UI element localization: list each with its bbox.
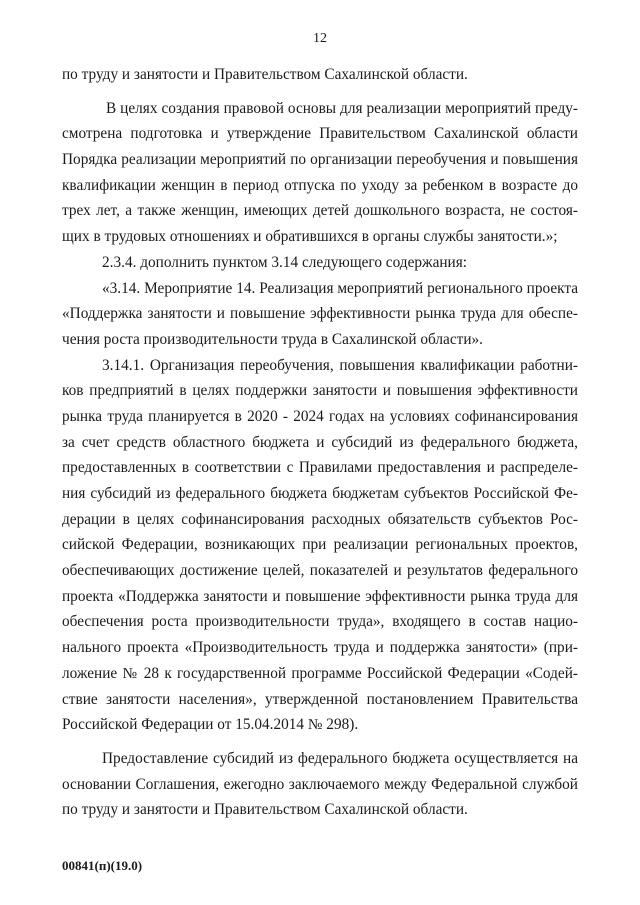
text-line: 2.3.4. дополнить пунктом 3.14 следующего содержания: (102, 253, 468, 271)
text-line: «3.14. Мероприятие 14. Реализация мероприятий регионального проекта (102, 279, 578, 297)
text-line: смотрена подготовка и утверждение Правительством Сахалинской области (62, 125, 578, 143)
text-line: щих в трудовых отношениях и обратившихся в органы службы занятости.»; (62, 228, 558, 246)
text-line: квалификации женщин в период отпуска по уходу за ребенком в возрасте до (62, 176, 578, 194)
text-line: основании Соглашения, ежегодно заключаемого между Федеральной службой (62, 775, 578, 793)
text-line: ложение № 28 к государственной программе Российской Федерации «Содей- (62, 664, 578, 682)
text-line: нального проекта «Производительность труда и поддержка занятости» (при- (62, 639, 578, 657)
text-line: Порядка реализации мероприятий по организации переобучения и повышения (62, 151, 578, 169)
text-line: чения роста производительности труда в Сахалинской области». (62, 330, 483, 348)
text-line: ния субсидий из федерального бюджета бюджетам субъектов Российской Фе- (62, 485, 578, 502)
text-line: «Поддержка занятости и повышение эффективности рынка труда для обеспе- (62, 305, 578, 323)
text-line: ков предприятий в целях поддержки занятости и повышения эффективности (62, 382, 578, 400)
text-line: по труду и занятости и Правительством Сахалинской области. (62, 66, 468, 83)
text-line: Российской Федерации от 15.04.2014 № 298). (62, 716, 359, 734)
text-line: Предоставление субсидий из федерального бюджета осуществляется на (102, 749, 578, 767)
text-line: проекта «Поддержка занятости и повышение эффективности рынка труда для (62, 587, 578, 605)
text-line: обеспечивающих достижение целей, показателей и результатов федерального (62, 562, 578, 580)
text-line: сийской Федерации, возникающих при реализации региональных проектов, (62, 536, 578, 554)
text-line: В целях создания правовой основы для реализации мероприятий преду- (106, 99, 578, 117)
text-line: по труду и занятости и Правительством Сахалинской области. (62, 801, 468, 819)
text-line: ствие занятости населения», утвержденной постановлением Правительства (62, 690, 578, 708)
text-line: 3.14.1. Организация переобучения, повышения квалификации работни- (102, 356, 578, 374)
text-line: трех лет, а также женщин, имеющих детей дошкольного возраста, не состоя- (62, 202, 578, 220)
text-line: предоставленных в соответствии с Правилами предоставления и распределе- (62, 459, 578, 477)
page-number: 12 (313, 31, 327, 46)
text-line: за счет средств областного бюджета и субсидий из федерального бюджета, (62, 433, 578, 451)
text-line: рынка труда планируется в 2020 - 2024 годах на условиях софинансирования (62, 407, 578, 425)
text-line: дерации в целях софинансирования расходных обязательств субъектов Рос- (62, 510, 578, 528)
text-line: обеспечения роста производительности труда», входящего в состав нацио- (62, 613, 578, 631)
document-code: 00841(п)(19.0) (62, 858, 143, 873)
document-body (62, 62, 578, 823)
